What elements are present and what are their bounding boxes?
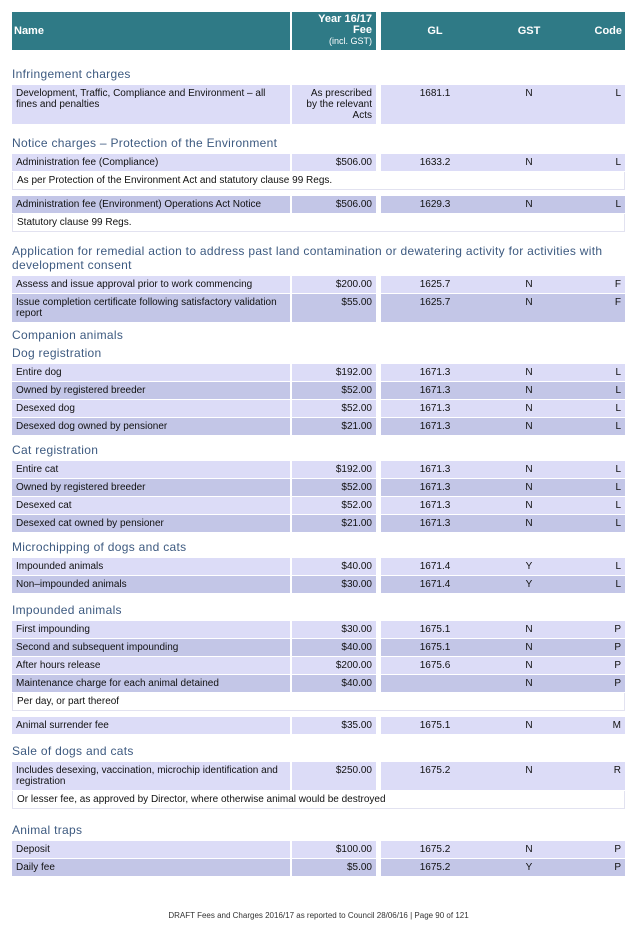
row-gst: N <box>525 720 533 731</box>
row-code: L <box>615 199 621 210</box>
row-gl: 1629.3 <box>419 199 451 210</box>
section-title: Companion animals <box>12 328 124 342</box>
fees-page <box>12 12 625 877</box>
table-row <box>12 762 625 790</box>
row-fee: $506.00 <box>292 196 376 213</box>
header-fee-line2: Fee <box>353 24 372 36</box>
row-fee: $30.00 <box>292 576 376 593</box>
table-row <box>12 461 625 478</box>
table-row <box>12 621 625 638</box>
row-gst: N <box>525 403 533 414</box>
table-row <box>12 657 625 674</box>
row-name: Maintenance charge for each animal detained <box>12 675 290 692</box>
row-code: P <box>614 660 621 671</box>
row-gl: 1625.7 <box>419 297 451 308</box>
row-gl: 1671.3 <box>419 482 451 493</box>
row-code: L <box>615 464 621 475</box>
section-cat <box>12 443 625 532</box>
section-remedial <box>12 244 625 322</box>
row-name: Administration fee (Compliance) <box>12 154 290 171</box>
section-title: Notice charges – Protection of the Environment <box>12 136 278 150</box>
row-gst: N <box>525 482 533 493</box>
row-gst: N <box>525 844 533 855</box>
header-fee <box>292 12 376 50</box>
row-gl: 1675.2 <box>419 844 451 855</box>
table-row <box>12 717 625 734</box>
row-fee: $192.00 <box>292 364 376 381</box>
row-name: Second and subsequent impounding <box>12 639 290 656</box>
row-code: L <box>615 421 621 432</box>
row-code: R <box>613 765 621 776</box>
row-name: Impounded animals <box>12 558 290 575</box>
header-codes <box>381 12 625 50</box>
row-gst: N <box>525 464 533 475</box>
row-name: First impounding <box>12 621 290 638</box>
row-fee: $40.00 <box>292 639 376 656</box>
row-gst: N <box>525 88 533 99</box>
subsection-title: Microchipping of dogs and cats <box>12 540 187 554</box>
row-gl: 1625.7 <box>419 279 451 290</box>
row-name: Desexed cat <box>12 497 290 514</box>
table-row <box>12 85 625 124</box>
row-gl: 1671.3 <box>419 500 451 511</box>
subsection-title: Cat registration <box>12 443 99 457</box>
row-fee: $55.00 <box>292 294 376 322</box>
row-code: P <box>614 624 621 635</box>
row-fee: $200.00 <box>292 657 376 674</box>
row-code: L <box>615 385 621 396</box>
row-gl: 1675.1 <box>419 720 451 731</box>
section-microchip <box>12 540 625 593</box>
header-gst: GST <box>517 25 541 37</box>
section-infringement <box>12 67 625 124</box>
table-row <box>12 400 625 417</box>
section-impounded <box>12 603 625 734</box>
header-fee-line1: Year 16/17 <box>318 13 372 25</box>
row-fee: As prescribed by the relevant Acts <box>292 85 376 124</box>
row-name: Issue completion certificate following satisfactory validation report <box>12 294 290 322</box>
table-row <box>12 294 625 322</box>
row-name: Animal surrender fee <box>12 717 290 734</box>
row-gl: 1671.4 <box>419 561 451 572</box>
row-name: Includes desexing, vaccination, microchip identification and registration <box>12 762 290 790</box>
table-row <box>12 364 625 381</box>
row-name: Administration fee (Environment) Operations Act Notice <box>12 196 290 213</box>
row-name: Development, Traffic, Compliance and Environment – all fines and penalties <box>12 85 290 124</box>
row-name: Desexed dog <box>12 400 290 417</box>
table-row <box>12 382 625 399</box>
table-row <box>12 675 625 692</box>
row-gst: N <box>525 642 533 653</box>
header-fee-line3: (incl. GST) <box>328 36 372 46</box>
row-name: Owned by registered breeder <box>12 479 290 496</box>
row-code: L <box>615 482 621 493</box>
row-code: L <box>615 561 621 572</box>
row-note: Per day, or part thereof <box>12 693 625 711</box>
row-gst: N <box>525 367 533 378</box>
row-fee: $21.00 <box>292 515 376 532</box>
row-name: After hours release <box>12 657 290 674</box>
row-name: Non–impounded animals <box>12 576 290 593</box>
row-name: Entire dog <box>12 364 290 381</box>
row-fee: $200.00 <box>292 276 376 293</box>
row-gst: N <box>525 660 533 671</box>
row-gst: N <box>525 421 533 432</box>
section-title: Infringement charges <box>12 67 131 81</box>
row-fee: $21.00 <box>292 418 376 435</box>
section-sale <box>12 744 625 809</box>
row-gl <box>381 675 489 692</box>
row-gst: Y <box>525 561 533 572</box>
row-note: Statutory clause 99 Regs. <box>12 214 625 232</box>
header-gl: GL <box>427 25 443 37</box>
row-fee: $52.00 <box>292 479 376 496</box>
table-row <box>12 276 625 293</box>
row-gl: 1675.2 <box>419 862 451 873</box>
row-code: L <box>615 403 621 414</box>
section-companion <box>12 328 625 435</box>
row-gl: 1671.3 <box>419 385 451 396</box>
row-fee: $506.00 <box>292 154 376 171</box>
row-code: P <box>614 862 621 873</box>
table-row <box>12 639 625 656</box>
row-gl: 1633.2 <box>419 157 451 168</box>
row-code: L <box>615 518 621 529</box>
row-name: Assess and issue approval prior to work commencing <box>12 276 290 293</box>
row-gst: N <box>525 385 533 396</box>
row-gst: N <box>525 678 533 689</box>
row-gl: 1671.3 <box>419 518 451 529</box>
row-fee: $52.00 <box>292 400 376 417</box>
row-fee: $40.00 <box>292 558 376 575</box>
row-name: Deposit <box>12 841 290 858</box>
table-row <box>12 841 625 858</box>
row-gl: 1675.6 <box>419 660 451 671</box>
subsection-title: Impounded animals <box>12 603 122 617</box>
row-gst: Y <box>525 862 533 873</box>
row-code: L <box>615 157 621 168</box>
page-footer: DRAFT Fees and Charges 2016/17 as reported to Council 28/06/16 | Page 90 of 121 <box>168 911 469 920</box>
table-row <box>12 154 625 171</box>
row-code: M <box>612 720 621 731</box>
table-row <box>12 576 625 593</box>
row-code: L <box>615 579 621 590</box>
row-fee: $35.00 <box>292 717 376 734</box>
row-name: Daily fee <box>12 859 290 876</box>
row-fee: $52.00 <box>292 497 376 514</box>
row-code: L <box>615 88 621 99</box>
row-fee: $30.00 <box>292 621 376 638</box>
table-row <box>12 859 625 876</box>
row-fee: $250.00 <box>292 762 376 790</box>
row-name: Entire cat <box>12 461 290 478</box>
row-name: Desexed cat owned by pensioner <box>12 515 290 532</box>
section-traps <box>12 823 625 876</box>
row-gst: N <box>525 279 533 290</box>
row-gl: 1675.2 <box>419 765 451 776</box>
row-name: Desexed dog owned by pensioner <box>12 418 290 435</box>
subsection-title: Dog registration <box>12 346 102 360</box>
row-gl: 1671.4 <box>419 579 451 590</box>
subsection-title: Animal traps <box>12 823 83 837</box>
row-gst: N <box>525 157 533 168</box>
row-fee: $52.00 <box>292 382 376 399</box>
row-code: L <box>615 500 621 511</box>
row-gl: 1671.3 <box>419 367 451 378</box>
table-row <box>12 515 625 532</box>
row-gl: 1675.1 <box>419 642 451 653</box>
header-name: Name <box>12 12 290 50</box>
row-code: P <box>614 844 621 855</box>
row-gst: N <box>525 765 533 776</box>
table-row <box>12 196 625 213</box>
row-gst: N <box>525 624 533 635</box>
row-gl: 1671.3 <box>419 421 451 432</box>
row-fee: $5.00 <box>292 859 376 876</box>
row-gl: 1671.3 <box>419 464 451 475</box>
row-gst: N <box>525 500 533 511</box>
row-code: L <box>615 367 621 378</box>
row-name: Owned by registered breeder <box>12 382 290 399</box>
row-gl: 1675.1 <box>419 624 451 635</box>
row-code: P <box>614 678 621 689</box>
row-fee: $40.00 <box>292 675 376 692</box>
row-code: F <box>614 297 621 308</box>
row-fee: $100.00 <box>292 841 376 858</box>
table-row <box>12 479 625 496</box>
row-gst: N <box>525 297 533 308</box>
section-notice <box>12 136 625 232</box>
row-gst: Y <box>525 579 533 590</box>
row-gst: N <box>525 518 533 529</box>
row-gl: 1671.3 <box>419 403 451 414</box>
row-fee: $192.00 <box>292 461 376 478</box>
row-gl: 1681.1 <box>419 88 451 99</box>
table-row <box>12 558 625 575</box>
subsection-title: Sale of dogs and cats <box>12 744 134 758</box>
table-row <box>12 497 625 514</box>
row-code: F <box>614 279 621 290</box>
header-code: Code <box>594 25 622 37</box>
row-note: Or lesser fee, as approved by Director, where otherwise animal would be destroyed <box>12 791 625 809</box>
row-note: As per Protection of the Environment Act and statutory clause 99 Regs. <box>12 172 625 190</box>
table-header <box>12 12 625 50</box>
table-row <box>12 418 625 435</box>
row-code: P <box>614 642 621 653</box>
section-title: Application for remedial action to address past land contamination or dewatering activity for activities with development consent <box>12 244 603 272</box>
row-gst: N <box>525 199 533 210</box>
